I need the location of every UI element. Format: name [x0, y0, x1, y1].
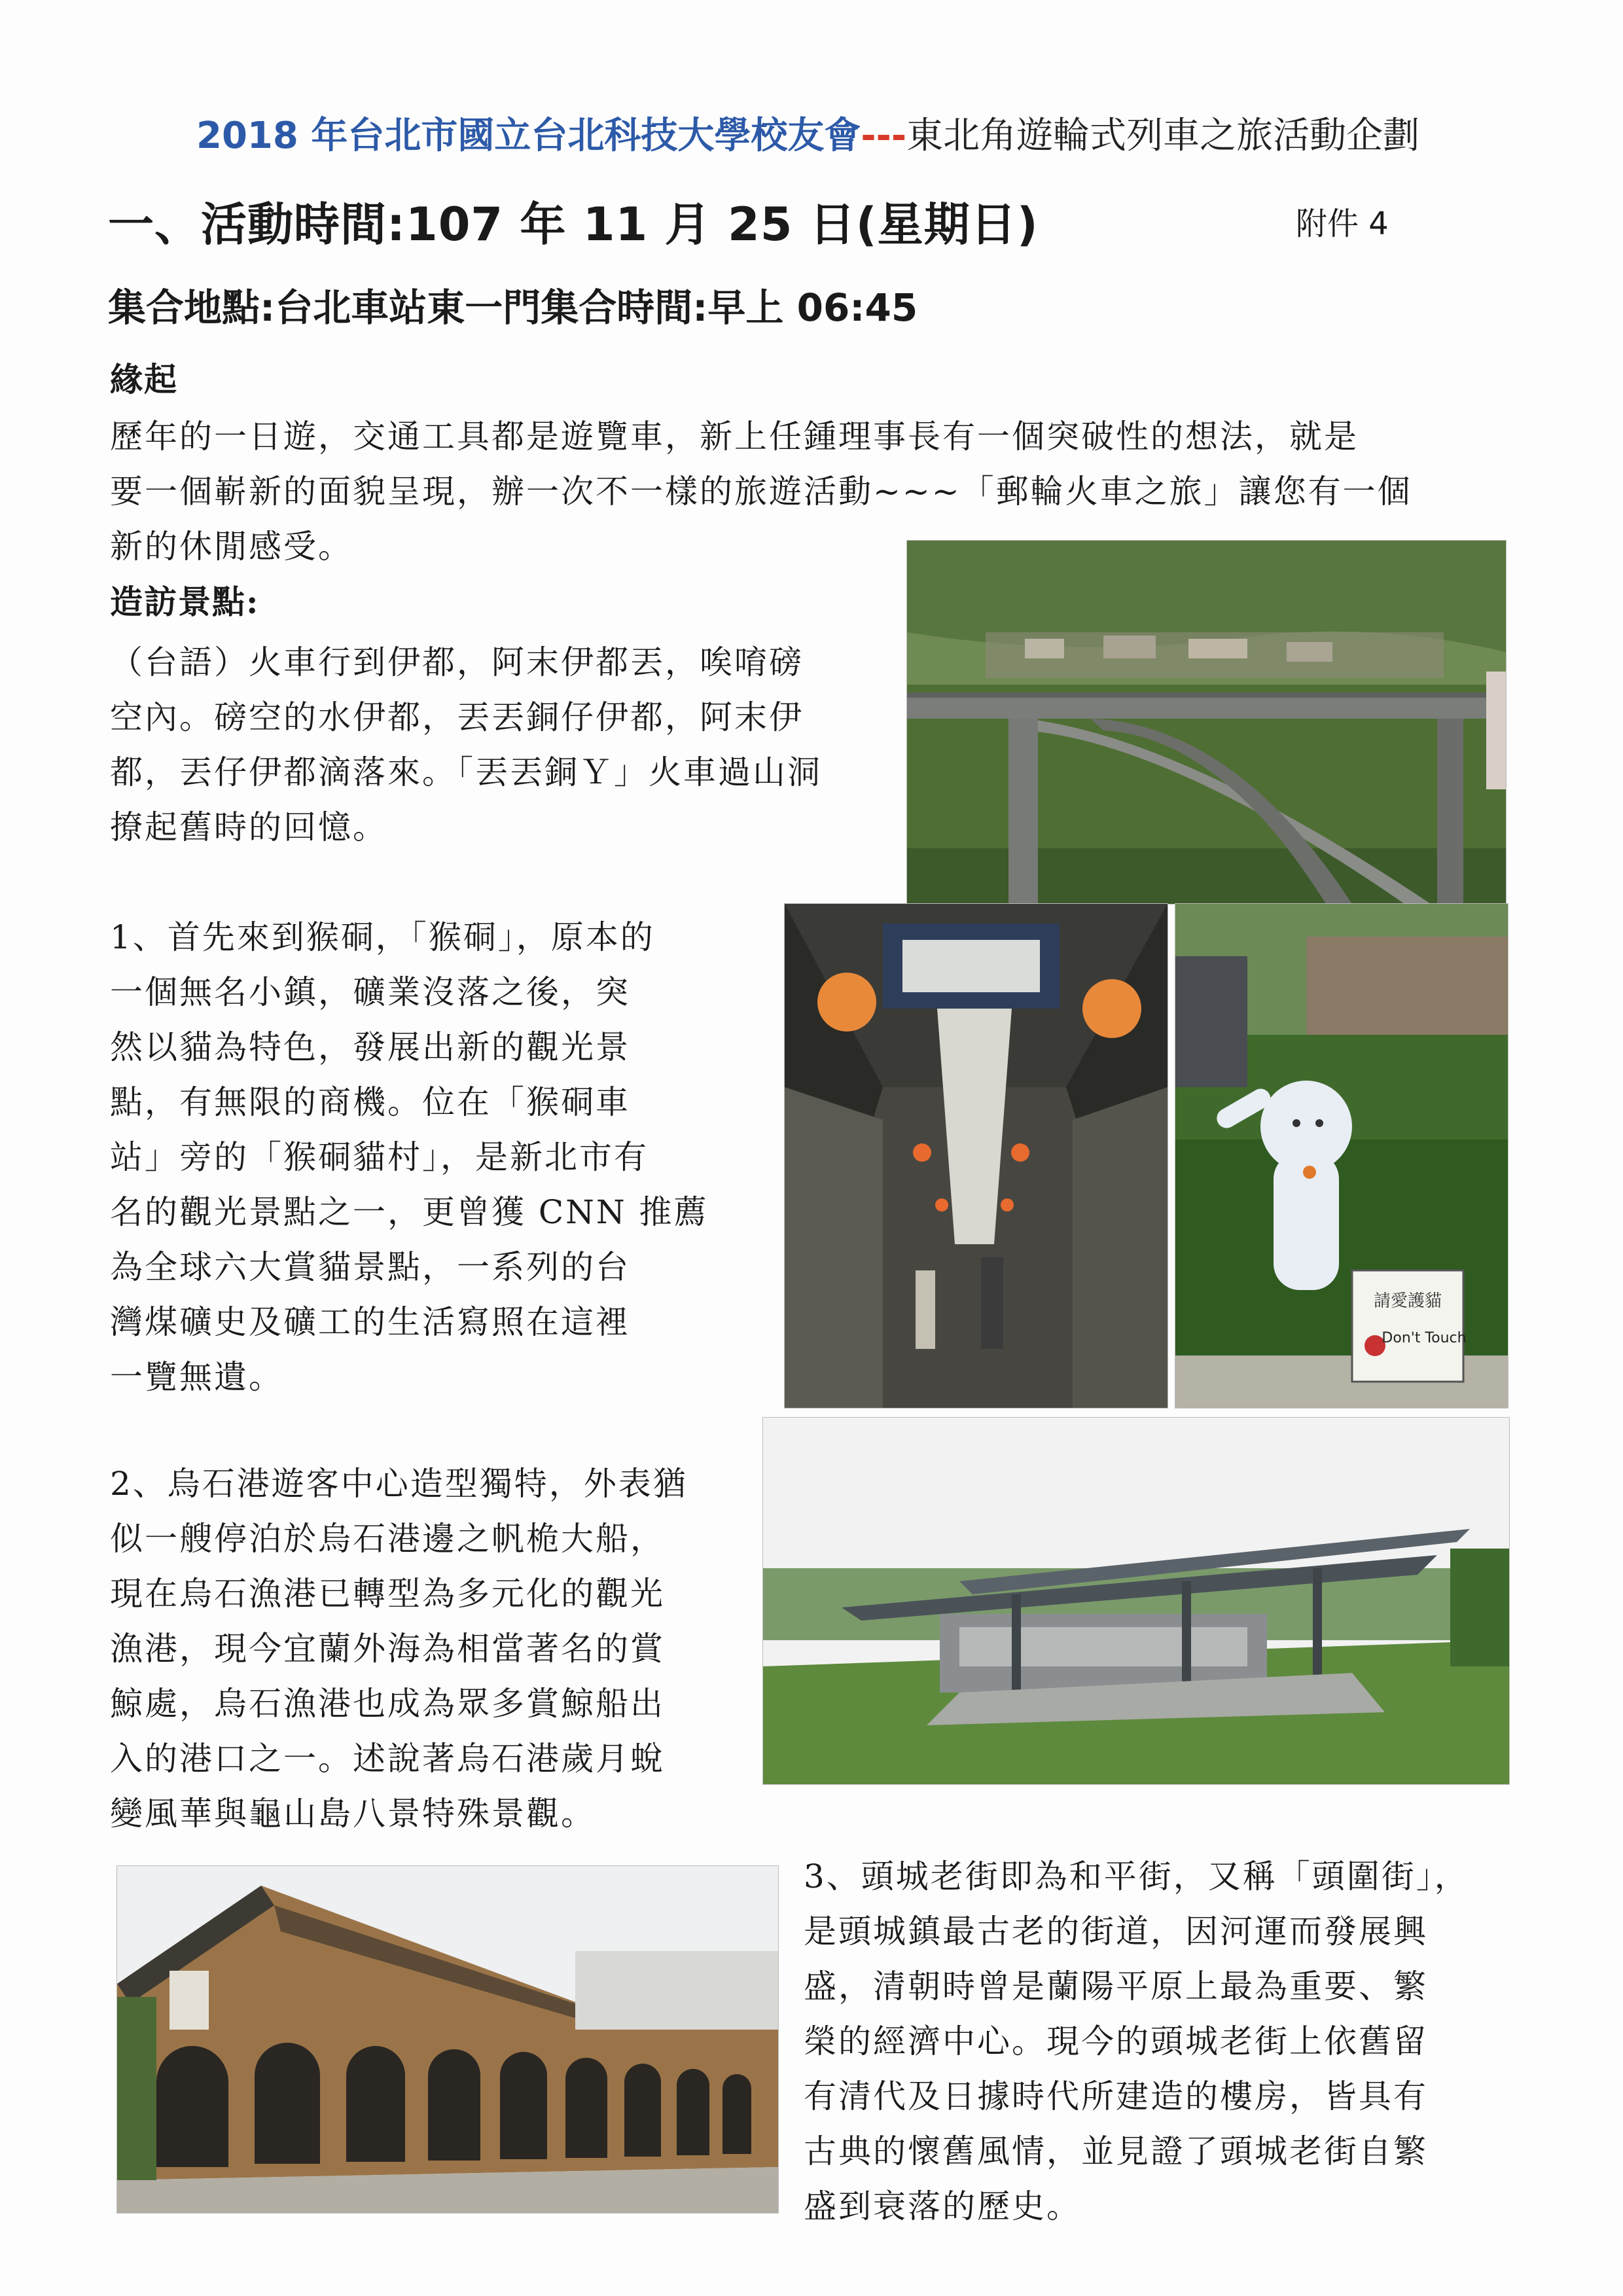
section-wushi-text: 2、烏石港遊客中心造型獨特，外表猶 似一艘停泊於烏石港邊之帆桅大船， 現在烏石漁港已轉型為多元化的觀光 漁港，現今宜蘭外海為相當著名的賞 鯨處，烏石漁港也成為眾多賞鯨船出 入的港口之一。述說著烏石港歲月蛻 變風華與龜山島八景特殊景觀。 [110, 1465, 688, 1833]
old-street-arcade-photo [116, 1865, 779, 2214]
dont-touch-text: Don't Touch [1382, 1330, 1467, 1346]
origin-heading: 緣起 [110, 360, 178, 399]
meeting-point-heading: 集合地點:台北車站東一門集合時間:早上 06:45 [108, 285, 918, 330]
visit-heading: 造訪景點: [110, 583, 260, 621]
visitor-center-photo [762, 1417, 1510, 1785]
title-part2: 東北角遊輪式列車之旅活動企劃 [906, 115, 1420, 157]
attachment-label: 附件 4 [1296, 206, 1389, 242]
section-toucheng-text: 3、頭城老街即為和平街，又稱「頭圍街」， 是頭城鎮最古老的街道，因河運而發展興 盛，清朝時曾是蘭陽平原上最為重要、繁 榮的經濟中心。現今的頭城老街上依舊留 有清代及日據時代所建造的樓房，皆具有 古典的懷舊風情，並見證了頭城老街自繁 盛到衰落的歷史。 [804, 1857, 1469, 2225]
cat-statue-photo [1175, 903, 1508, 1408]
tunnel-lantern-photo [784, 903, 1168, 1408]
title-dash: --- [861, 115, 907, 157]
visit-paragraph: （台語）火車行到伊都，阿末伊都丟，唉唷磅 空內。磅空的水伊都，丟丟銅仔伊都，阿末伊 都，丟仔伊都滴落來。「丟丟銅Ｙ」火車過山洞 撩起舊時的回憶。 [110, 643, 822, 846]
cat-sign-text: 請愛護貓 [1373, 1291, 1442, 1311]
page-title [196, 110, 1440, 162]
title-part1: 2018 年台北市國立台北科技大學校友會 [196, 115, 861, 157]
origin-paragraph: 歷年的一日遊，交通工具都是遊覽車，新上任鍾理事長有一個突破性的想法，就是 要一個嶄新的面貌呈現，辦一次不一樣的旅遊活動~~~「郵輪火車之旅」讓您有一個 新的休閒感受。 [110, 418, 1412, 565]
bridge-photo [906, 540, 1507, 905]
activity-time-heading: 一、活動時間:107 年 11 月 25 日(星期日) [108, 198, 1039, 251]
section-houtong-text: 1、首先來到猴硐，「猴硐」，原本的 一個無名小鎮，礦業沒落之後，突 然以貓為特色，發展出新的觀光景 點，有無限的商機。位在「猴硐車 站」旁的「猴硐貓村」，是新北市有 名的觀光景點之一，更曾獲 CNN 推薦 為全球六大賞貓景點，一系列的台 灣煤礦史及礦工的生活寫照在這裡 一覽無遺。 [110, 918, 709, 1396]
